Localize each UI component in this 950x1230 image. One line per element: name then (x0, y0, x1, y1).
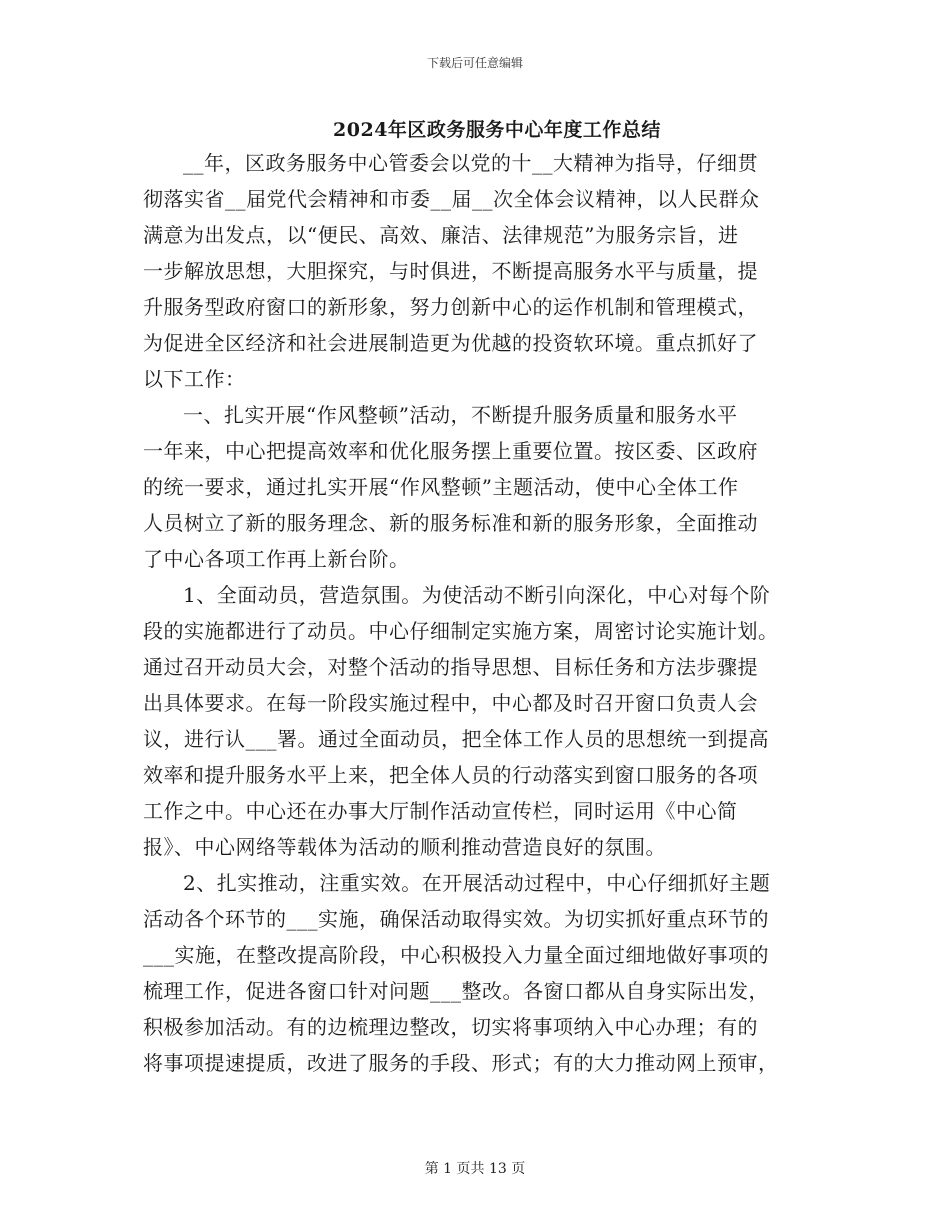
page-title: 2024年区政务服务中心年度工作总结 (333, 119, 661, 141)
text-line: ___实施，在整改提高阶段，中心积极投入力量全面过细地做好事项的 (143, 943, 769, 967)
text-line: 一年来，中心把提高效率和优化服务摆上重要位置。按区委、区政府 (143, 439, 758, 463)
text-line: 1、全面动员，营造氛围。为使活动不断引向深化，中心对每个阶 (183, 583, 771, 607)
text-line: 出具体要求。在每一阶段实施过程中，中心都及时召开窗口负责人会 (143, 691, 758, 715)
text-line: 效率和提升服务水平上来，把全体人员的行动落实到窗口服务的各项 (143, 763, 758, 787)
text-line: 以下工作： (143, 367, 246, 391)
text-line: 2、扎实推动，注重实效。在开展活动过程中，中心仔细抓好主题 (183, 871, 771, 895)
text-line: 升服务型政府窗口的新形象，努力创新中心的运作机制和管理模式， (143, 295, 758, 319)
text-line: 人员树立了新的服务理念、新的服务标准和新的服务形象，全面推动 (143, 511, 758, 535)
text-line: 梳理工作，促进各窗口针对问题___整改。各窗口都从自身实际出发， (143, 979, 769, 1003)
section-heading: 一、扎实开展“作风整顿”活动，不断提升服务质量和服务水平 (183, 403, 738, 427)
text-line: 工作之中。中心还在办事大厅制作活动宣传栏，同时运用《中心简 (143, 799, 738, 823)
text-line: 活动各个环节的___实施，确保活动取得实效。为切实抓好重点环节的 (143, 907, 769, 931)
text-line: 报》、中心网络等载体为活动的顺利推动营造良好的氛围。 (143, 835, 666, 859)
header-note: 下载后可任意编辑 (426, 56, 523, 70)
document-body (143, 145, 813, 1081)
text-line: 的统一要求，通过扎实开展“作风整顿”主题活动，使中心全体工作 (143, 475, 739, 499)
text-line: 通过召开动员大会，对整个活动的指导思想、目标任务和方法步骤提 (143, 655, 758, 679)
text-line: 积极参加活动。有的边梳理边整改，切实将事项纳入中心办理；有的 (143, 1015, 758, 1039)
text-line: 彻落实省__届党代会精神和市委__届__次全体会议精神，以人民群众 (143, 187, 760, 211)
text-line: __年，区政务服务中心管委会以党的十__大精神为指导，仔细贯 (183, 151, 758, 175)
page-footer: 第 1 页共 13 页 (424, 1161, 526, 1177)
text-line: 满意为出发点，以“便民、高效、廉洁、法律规范”为服务宗旨，进 (143, 223, 739, 247)
text-line: 一步解放思想，大胆探究，与时俱进，不断提高服务水平与质量，提 (143, 259, 758, 283)
text-line: 了中心各项工作再上新台阶。 (143, 547, 410, 571)
text-line: 为促进全区经济和社会进展制造更为优越的投资软环境。重点抓好了 (143, 331, 758, 355)
text-line: 将事项提速提质，改进了服务的手段、形式；有的大力推动网上预审， (143, 1051, 779, 1075)
text-line: 段的实施都进行了动员。中心仔细制定实施方案，周密讨论实施计划。 (143, 619, 779, 643)
text-line: 议，进行认___署。通过全面动员，把全体工作人员的思想统一到提高 (143, 727, 769, 751)
